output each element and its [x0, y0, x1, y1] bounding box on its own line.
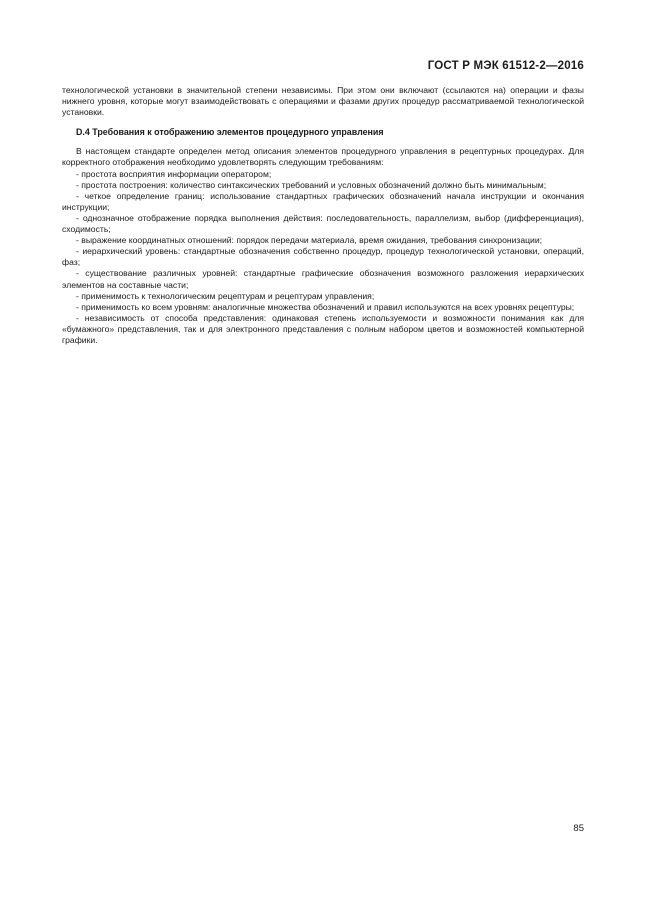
list-item: - применимость к технологическим рецептурам и рецептурам управления; — [76, 290, 375, 301]
list-item: - независимость от способа представления: одинаковая степень используемости и возможности понимания как для «бумажного» представления, так и для электронного представления с полным набором цветов и возможностей компьютерной графики. — [62, 312, 584, 345]
document-header: ГОСТ Р МЭК 61512-2—2016 — [427, 60, 584, 72]
list-item: - простота восприятия информации оператором; — [76, 168, 272, 179]
list-item: - выражение координатных отношений: порядок передачи материала, время ожидания, требования синхронизации; — [76, 235, 543, 246]
section-title: D.4 Требования к отображению элементов процедурного управления — [76, 127, 384, 138]
page-content — [62, 85, 584, 346]
page-number: 85 — [573, 823, 584, 834]
list-item: - иерархический уровень: стандартные обозначения собственно процедур, процедур технологической установки, операций, фаз; — [62, 246, 584, 268]
list-item: - существование различных уровней: стандартные графические обозначения возможного разложения иерархических элементов на составные части; — [62, 268, 584, 290]
list-item: - однозначное отображение порядка выполнения действия: последовательность, параллелизм, выбор (дифференциация), сходимость; — [62, 212, 584, 235]
intro-paragraph: технологической установки в значительной степени независимы. При этом они включают (ссылаются на) операции и фазы нижнего уровня, которые могут взаимодействовать с операциями и фазами других процедур рассматриваемой технологической установки. — [62, 85, 584, 118]
list-item: - четкое определение границ: использование стандартных графических обозначений начала инструкции и окончания инструкции; — [62, 190, 584, 212]
section-paragraph: В настоящем стандарте определен метод описания элементов процедурного управления в рецептурных процедурах. Для корректного отображения необходимо удовлетворять следующим требованиям: — [62, 146, 584, 168]
list-item: - применимость ко всем уровням: аналогичные множества обозначений и правил используются на всех уровнях рецептуры; — [76, 301, 575, 312]
requirements-list — [62, 169, 584, 347]
list-item: - простота построения: количество синтаксических требований и условных обозначений должно быть минимальным; — [76, 179, 547, 190]
